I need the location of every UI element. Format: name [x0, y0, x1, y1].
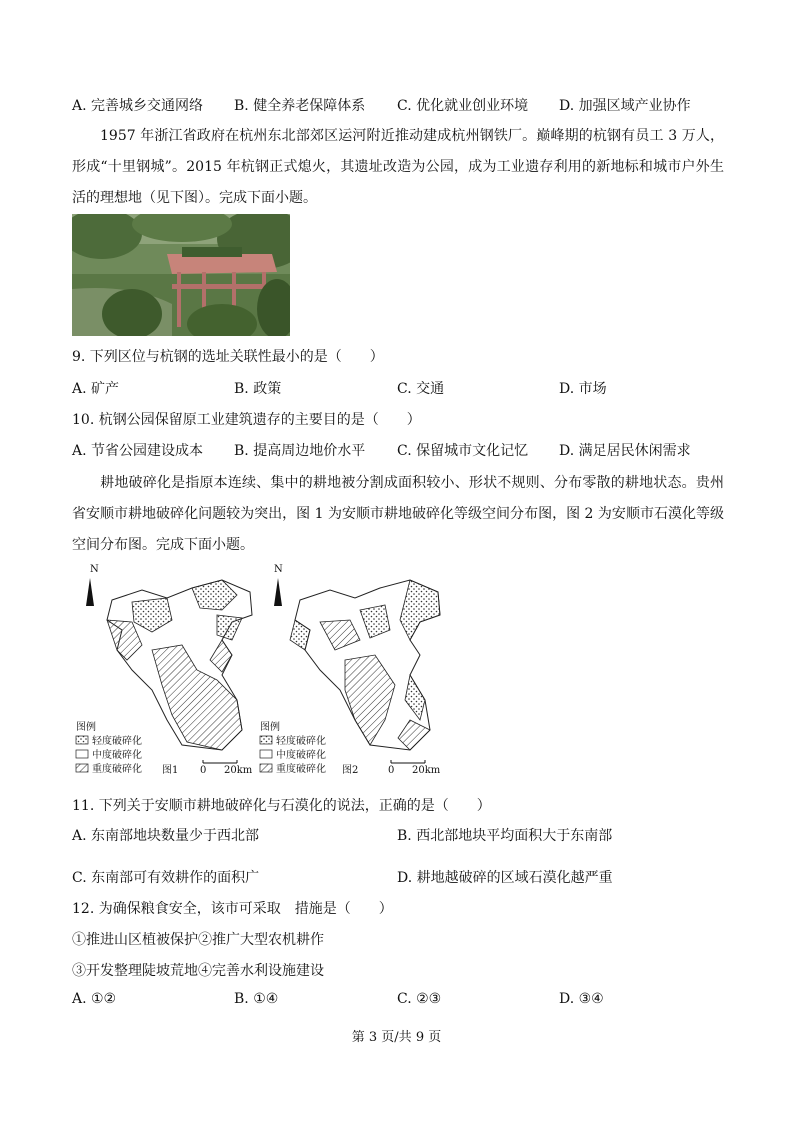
q9-option-a: A. 矿产 — [72, 381, 120, 397]
q12-choices-line1: ①推进山区植被保护②推广大型农机耕作 — [72, 932, 324, 948]
map-fig1 — [76, 564, 253, 776]
north-label-fig2: N — [274, 564, 283, 575]
q10-option-c: C. 保留城市文化记忆 — [397, 443, 529, 459]
legend-heavy-fig1: 重度破碎化 — [92, 764, 142, 775]
north-arrow-icon-fig2 — [274, 578, 282, 606]
q12-options — [72, 991, 732, 1013]
legend-heavy-fig2: 重度破碎化 — [276, 764, 326, 775]
q10-stem: 10. 杭钢公园保留原工业建筑遗存的主要目的是（ ） — [72, 412, 421, 428]
q11-option-d: D. 耕地越破碎的区域石漠化越严重 — [397, 870, 613, 886]
passage-hangzhou-steel-text: 1957 年浙江省政府在杭州东北部郊区运河附近推动建成杭州钢铁厂。巅峰期的杭钢有员工 3 万人，形成“十里钢城”。2015 年杭钢正式熄火，其遗址改造为公园，成为工业遗存利用的新地标和城市户外生活的理想地（见下图）。完成下面小题。 — [72, 128, 724, 206]
passage-anshun-fragmentation-text: 耕地破碎化是指原本连续、集中的耕地被分割成面积较小、形状不规则、分布零散的耕地状态。贵州省安顺市耕地破碎化问题较为突出，图 1 为安顺市耕地破碎化等级空间分布图，图 2 为安顺市石漠化等级空间分布图。完成下面小题。 — [72, 475, 724, 553]
legend-title-fig2: 图例 — [260, 722, 280, 733]
scale-zero-fig1: 0 — [200, 765, 207, 776]
q11-option-c: C. 东南部可有效耕作的面积广 — [72, 870, 260, 886]
q8-option-c: C. 优化就业创业环境 — [397, 98, 529, 114]
legend-moderate-fig1: 中度破碎化 — [92, 750, 142, 761]
q11-options-row1 — [72, 825, 732, 847]
q12-option-d: D. ③④ — [559, 991, 604, 1007]
q8-options — [72, 95, 732, 117]
q11-option-a: A. 东南部地块数量少于西北部 — [72, 828, 260, 844]
passage-hangzhou-steel — [72, 121, 724, 214]
legend-title-fig1: 图例 — [76, 722, 96, 733]
maps-figure — [72, 560, 452, 785]
q9-option-d: D. 市场 — [559, 381, 607, 397]
q10-option-a: A. 节省公园建设成本 — [72, 443, 204, 459]
legend-light-fig1: 轻度破碎化 — [92, 736, 142, 747]
q11-stem: 11. 下列关于安顺市耕地破碎化与石漠化的说法，正确的是（ ） — [72, 798, 491, 814]
north-label-fig1: N — [90, 564, 99, 575]
scale-zero-fig2: 0 — [388, 765, 395, 776]
steel-park-photo — [72, 214, 290, 336]
legend-light-fig2: 轻度破碎化 — [276, 736, 326, 747]
q8-option-d: D. 加强区域产业协作 — [559, 98, 691, 114]
q10-options — [72, 440, 732, 462]
q11-options-row2 — [72, 867, 732, 889]
scale-value-fig1: 20km — [224, 765, 253, 776]
q9-stem: 9. 下列区位与杭钢的选址关联性最小的是（ ） — [72, 349, 384, 365]
q9-option-c: C. 交通 — [397, 381, 445, 397]
q12-choices-line2: ③开发整理陡坡荒地④完善水利设施建设 — [72, 963, 324, 979]
north-arrow-icon-fig1 — [86, 578, 94, 606]
q8-option-a: A. 完善城乡交通网络 — [72, 98, 204, 114]
q12-stem: 12. 为确保粮食安全，该市可采取 措施是（ ） — [72, 901, 393, 917]
q8-option-b: B. 健全养老保障体系 — [234, 98, 366, 114]
q12-option-b: B. ①④ — [234, 991, 279, 1007]
q12-option-c: C. ②③ — [397, 991, 442, 1007]
q11-option-b: B. 西北部地块平均面积大于东南部 — [397, 828, 613, 844]
q9-options — [72, 378, 732, 400]
map-fig2 — [260, 564, 441, 776]
q12-option-a: A. ①② — [72, 991, 117, 1007]
legend-moderate-fig2: 中度破碎化 — [276, 750, 326, 761]
figure-label-fig1: 图1 — [162, 765, 179, 776]
page-footer: 第 3 页/共 9 页 — [351, 1030, 442, 1045]
scale-value-fig2: 20km — [412, 765, 441, 776]
figure-label-fig2: 图2 — [342, 765, 359, 776]
q10-option-b: B. 提高周边地价水平 — [234, 443, 366, 459]
q9-option-b: B. 政策 — [234, 381, 282, 397]
passage-anshun-fragmentation — [72, 468, 724, 561]
q10-option-d: D. 满足居民休闲需求 — [559, 443, 691, 459]
